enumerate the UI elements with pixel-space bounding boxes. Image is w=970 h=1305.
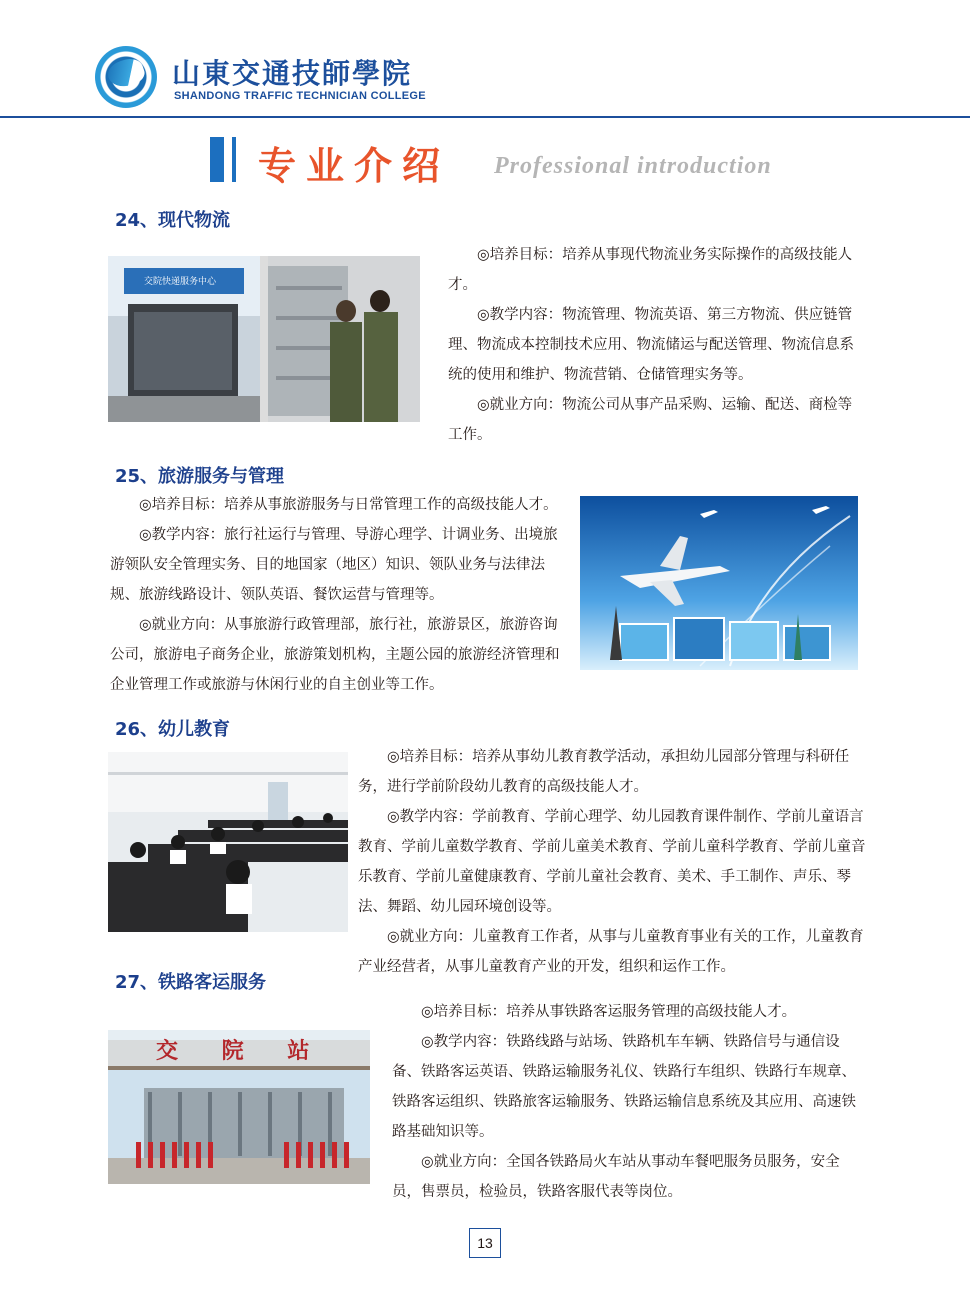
paragraph: ◎培养目标：培养从事旅游服务与日常管理工作的高级技能人才。 <box>139 497 558 513</box>
title-bar-icon <box>210 137 224 182</box>
paragraph: ◎培养目标：培养从事铁路客运服务管理的高级技能人才。 <box>421 1004 797 1020</box>
paragraph: ◎教学内容：旅行社运行与管理、导游心理学、计调业务、出境旅游领队安全管理实务、目的地国家（地区）知识、领队业务与法律法规、旅游线路设计、领队英语、餐饮运营与管理等。 <box>110 527 558 603</box>
early-childhood-photo <box>108 752 348 932</box>
paragraph: ◎教学内容：物流管理、物流英语、第三方物流、供应链管理、物流成本控制技术应用、物流储运与配送管理、物流信息系统的使用和维护、物流营销、仓储管理实务等。 <box>448 307 854 383</box>
paragraph: ◎培养目标：培养从事幼儿教育教学活动，承担幼儿园部分管理与科研任务，进行学前阶段幼儿教育的高级技能人才。 <box>358 749 850 795</box>
paragraph: ◎就业方向：全国各铁路局火车站从事动车餐吧服务员服务，安全员，售票员，检验员，铁路客服代表等岗位。 <box>392 1154 840 1200</box>
section-heading-railway: 27、铁路客运服务 <box>115 972 267 993</box>
section-heading-logistics: 24、现代物流 <box>115 210 231 231</box>
logistics-photo <box>108 256 420 422</box>
page-subtitle: Professional introduction <box>494 153 772 179</box>
title-bar-thin-icon <box>232 137 236 182</box>
paragraph: ◎培养目标：培养从事现代物流业务实际操作的高级技能人才。 <box>448 247 853 293</box>
college-name-en: SHANDONG TRAFFIC TECHNICIAN COLLEGE <box>174 90 426 102</box>
early-childhood-text <box>358 742 866 982</box>
tourism-photo-art <box>580 496 858 670</box>
page-number: 13 <box>469 1228 501 1258</box>
section-heading-early-childhood: 26、幼儿教育 <box>115 719 231 740</box>
paragraph: ◎教学内容：铁路线路与站场、铁路机车车辆、铁路信号与通信设备、铁路客运英语、铁路运输服务礼仪、铁路行车组织、铁路行车规章、铁路客运组织、铁路旅客运输服务、铁路运输信息系统及其应用、高速铁路基础知识等。 <box>392 1034 856 1140</box>
early-childhood-photo-art <box>108 752 348 932</box>
page-title: 专业介绍 <box>258 144 451 188</box>
tourism-text <box>110 490 572 700</box>
college-name-cn: 山東交通技師學院 <box>172 57 413 90</box>
header-divider <box>0 116 970 118</box>
paragraph: ◎就业方向：儿童教育工作者，从事与儿童教育事业有关的工作，儿童教育产业经营者，从事儿童教育产业的开发，组织和运作工作。 <box>358 929 864 975</box>
paragraph: ◎教学内容：学前教育、学前心理学、幼儿园教育课件制作、学前儿童语言教育、学前儿童数学教育、学前儿童美术教育、学前儿童科学教育、学前儿童音乐教育、学前儿童健康教育、学前儿童社会教育、美术、手工制作、声乐、琴法、舞蹈、幼儿园环境创设等。 <box>358 809 866 915</box>
logistics-photo-sign: 交院快递服务中心 <box>144 277 217 287</box>
paragraph: ◎就业方向：从事旅游行政管理部，旅行社，旅游景区，旅游咨询公司，旅游电子商务企业，旅游策划机构，主题公园的旅游经济管理和企业管理工作或旅游与休闲行业的自主创业等工作。 <box>110 617 560 693</box>
paragraph: ◎就业方向：物流公司从事产品采购、运输、配送、商检等工作。 <box>448 397 853 443</box>
railway-photo-sign: 交 院 站 <box>156 1038 328 1064</box>
railway-text <box>392 997 866 1207</box>
section-heading-tourism: 25、旅游服务与管理 <box>115 466 285 487</box>
railway-photo <box>108 1030 370 1184</box>
logistics-text <box>448 240 866 450</box>
tourism-photo <box>580 496 858 670</box>
